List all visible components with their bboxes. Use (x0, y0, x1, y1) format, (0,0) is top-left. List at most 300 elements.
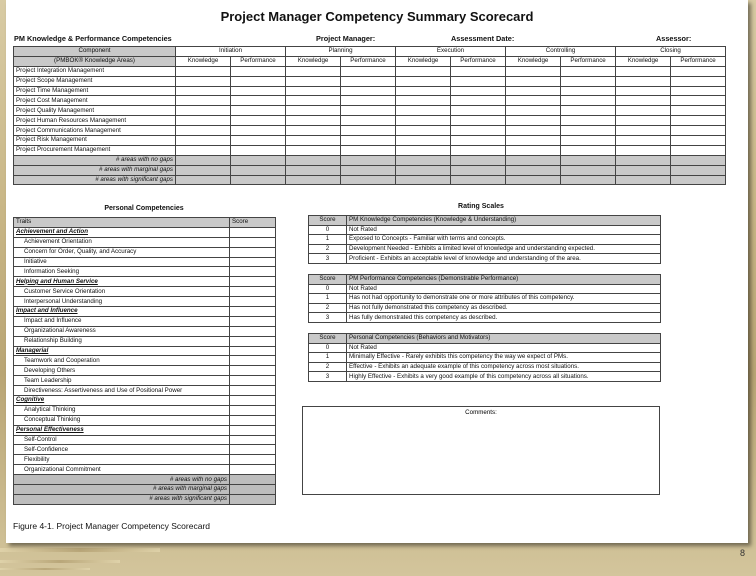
trait-label: Customer Service Orientation (14, 287, 230, 297)
score-cell[interactable] (341, 116, 396, 126)
score-cell[interactable] (616, 76, 671, 86)
trait-label: Developing Others (14, 366, 230, 376)
score-cell[interactable] (671, 136, 726, 146)
score-cell[interactable] (506, 106, 561, 116)
summary-row (14, 485, 276, 495)
score-cell[interactable] (671, 96, 726, 106)
score-cell[interactable] (396, 145, 451, 155)
trait-category: Helping and Human Service (14, 277, 230, 287)
rating-score: 0 (309, 343, 347, 353)
score-cell[interactable] (616, 126, 671, 136)
score-cell[interactable] (396, 116, 451, 126)
pm-competency-table (13, 46, 726, 185)
score-cell[interactable] (176, 126, 231, 136)
table-row (14, 366, 276, 376)
score-cell[interactable] (616, 106, 671, 116)
table-row (14, 247, 276, 257)
score-cell[interactable] (671, 106, 726, 116)
component-header: Component (14, 47, 176, 57)
summary-cell[interactable] (616, 155, 671, 165)
trait-label: Conceptual Thinking (14, 415, 230, 425)
summary-cell[interactable] (616, 165, 671, 175)
summary-cell[interactable] (231, 175, 286, 185)
score-cell[interactable] (396, 136, 451, 146)
trait-score-cell[interactable] (230, 465, 276, 475)
rating-score: 3 (309, 372, 347, 382)
table-row (14, 445, 276, 455)
rating-row (309, 362, 661, 372)
score-cell[interactable] (176, 66, 231, 76)
trait-label: Relationship Building (14, 336, 230, 346)
score-cell[interactable] (616, 145, 671, 155)
rating-score-header: Score (309, 334, 347, 344)
table-row (14, 96, 726, 106)
rating-header-row (309, 275, 661, 285)
score-cell[interactable] (671, 145, 726, 155)
table-row (14, 297, 276, 307)
score-cell[interactable] (286, 126, 341, 136)
score-cell[interactable] (231, 126, 286, 136)
score-cell[interactable] (176, 106, 231, 116)
knowledge-area-label: Project Cost Management (14, 96, 176, 106)
score-cell[interactable] (341, 106, 396, 116)
trait-label: Team Leadership (14, 376, 230, 386)
rating-row (309, 294, 661, 304)
knowledge-area-label: Project Procurement Management (14, 145, 176, 155)
rating-table-title: PM Performance Competencies (Demonstrable Performance) (347, 275, 661, 285)
assessor-label: Assessor: (656, 34, 692, 43)
score-cell[interactable] (396, 96, 451, 106)
phase-header: Execution (396, 47, 506, 57)
score-cell[interactable] (231, 96, 286, 106)
trait-score-cell[interactable] (230, 366, 276, 376)
trait-score-cell[interactable] (230, 326, 276, 336)
trait-score-cell[interactable] (230, 455, 276, 465)
rating-score: 2 (309, 244, 347, 254)
score-cell[interactable] (451, 126, 506, 136)
table-row (14, 386, 276, 396)
score-cell[interactable] (451, 86, 506, 96)
rating-description: Minimally Effective - Rarely exhibits this competency the way we expect of PMs. (347, 353, 661, 363)
table-row (14, 126, 726, 136)
score-cell[interactable] (286, 145, 341, 155)
subcol-header: Knowledge (616, 56, 671, 66)
summary-cell[interactable] (341, 165, 396, 175)
rating-header-row (309, 334, 661, 344)
trait-score-cell (230, 277, 276, 287)
rating-table-title: PM Knowledge Competencies (Knowledge & Understanding) (347, 216, 661, 226)
table-row (14, 145, 726, 155)
trait-score-cell (230, 425, 276, 435)
score-cell[interactable] (396, 106, 451, 116)
summary-cell[interactable] (451, 165, 506, 175)
rating-score: 2 (309, 362, 347, 372)
trait-label: Flexibility (14, 455, 230, 465)
personal-competency-table (13, 217, 276, 505)
trait-score-cell[interactable] (230, 267, 276, 277)
summary-cell[interactable] (396, 165, 451, 175)
table-row (14, 307, 276, 317)
summary-cell[interactable] (176, 155, 231, 165)
rating-description: Has not fully demonstrated this competency as described. (347, 303, 661, 313)
score-cell[interactable] (341, 126, 396, 136)
score-cell[interactable] (561, 126, 616, 136)
summary-cell[interactable] (286, 165, 341, 175)
table-row (14, 116, 726, 126)
summary-label: # areas with significant gaps (14, 494, 230, 504)
score-cell[interactable] (176, 76, 231, 86)
table-row (14, 257, 276, 267)
trait-score-cell[interactable] (230, 356, 276, 366)
subcol-header: Knowledge (286, 56, 341, 66)
rating-description: Development Needed - Exhibits a limited level of knowledge and understanding expected. (347, 244, 661, 254)
trait-category: Personal Effectiveness (14, 425, 230, 435)
rating-score: 3 (309, 254, 347, 264)
score-cell[interactable] (231, 106, 286, 116)
table-row (14, 455, 276, 465)
score-cell[interactable] (176, 86, 231, 96)
table-row (14, 267, 276, 277)
summary-cell[interactable] (396, 175, 451, 185)
score-cell[interactable] (231, 76, 286, 86)
trait-label: Self-Control (14, 435, 230, 445)
rating-description: Highly Effective - Exhibits a very good example of this competency across all situations. (347, 372, 661, 382)
trait-score-cell[interactable] (230, 257, 276, 267)
score-cell[interactable] (561, 86, 616, 96)
rating-description: Proficient - Exhibits an acceptable level of knowledge and understanding of the area. (347, 254, 661, 264)
subcol-header: Performance (341, 56, 396, 66)
table-row (14, 425, 276, 435)
score-cell[interactable] (616, 86, 671, 96)
score-cell[interactable] (616, 136, 671, 146)
table-row (14, 227, 276, 237)
rating-score: 0 (309, 225, 347, 235)
trait-label: Directiveness: Assertiveness and Use of Positional Power (14, 386, 230, 396)
summary-label: # areas with no gaps (14, 475, 230, 485)
trait-score-cell (230, 307, 276, 317)
score-cell[interactable] (341, 66, 396, 76)
rating-score: 1 (309, 294, 347, 304)
score-cell[interactable] (451, 106, 506, 116)
summary-row (14, 494, 276, 504)
trait-score-cell (230, 227, 276, 237)
rating-description: Not Rated (347, 225, 661, 235)
score-cell[interactable] (506, 76, 561, 86)
score-cell[interactable] (451, 116, 506, 126)
trait-score-cell[interactable] (230, 247, 276, 257)
rating-row (309, 225, 661, 235)
traits-header-row (14, 218, 276, 228)
rating-row (309, 343, 661, 353)
score-cell[interactable] (231, 86, 286, 96)
trait-score-cell[interactable] (230, 386, 276, 396)
score-cell[interactable] (286, 96, 341, 106)
summary-cell[interactable] (671, 155, 726, 165)
rating-row (309, 244, 661, 254)
scorecard-page (6, 0, 748, 543)
subcol-header: Knowledge (396, 56, 451, 66)
score-cell[interactable] (451, 66, 506, 76)
rating-row (309, 353, 661, 363)
score-cell[interactable] (506, 145, 561, 155)
trait-category: Achievement and Action (14, 227, 230, 237)
summary-cell[interactable] (561, 165, 616, 175)
assessment-date-label: Assessment Date: (451, 34, 515, 43)
summary-cell[interactable] (341, 175, 396, 185)
score-cell[interactable] (451, 76, 506, 86)
score-cell[interactable] (286, 66, 341, 76)
summary-row (14, 165, 726, 175)
summary-cell[interactable] (671, 165, 726, 175)
rating-description: Effective - Exhibits an adequate example of this competency across most situations. (347, 362, 661, 372)
trait-score-cell[interactable] (230, 445, 276, 455)
summary-cell[interactable] (451, 155, 506, 165)
summary-cell[interactable] (561, 175, 616, 185)
score-cell[interactable] (561, 145, 616, 155)
score-cell[interactable] (506, 66, 561, 76)
summary-label: # areas with no gaps (14, 155, 176, 165)
score-cell[interactable] (341, 145, 396, 155)
trait-label: Analytical Thinking (14, 405, 230, 415)
score-cell[interactable] (286, 86, 341, 96)
summary-cell[interactable] (230, 475, 276, 485)
table-row (14, 336, 276, 346)
score-cell[interactable] (616, 66, 671, 76)
summary-cell[interactable] (506, 175, 561, 185)
table-row (14, 435, 276, 445)
table-row (14, 66, 726, 76)
score-cell[interactable] (561, 136, 616, 146)
score-cell[interactable] (396, 86, 451, 96)
rating-row (309, 284, 661, 294)
rating-score-header: Score (309, 216, 347, 226)
trait-label: Concern for Order, Quality, and Accuracy (14, 247, 230, 257)
score-cell[interactable] (616, 116, 671, 126)
trait-category: Cognitive (14, 396, 230, 406)
table-row (14, 76, 726, 86)
score-cell[interactable] (396, 126, 451, 136)
table-row (14, 346, 276, 356)
trait-category: Managerial (14, 346, 230, 356)
trait-score-cell[interactable] (230, 287, 276, 297)
rating-description: Exposed to Concepts - Familiar with terms and concepts. (347, 235, 661, 245)
score-cell[interactable] (176, 145, 231, 155)
summary-cell[interactable] (230, 485, 276, 495)
score-cell[interactable] (231, 66, 286, 76)
trait-category: Impact and Influence (14, 307, 230, 317)
rating-score: 3 (309, 313, 347, 323)
score-cell[interactable] (506, 116, 561, 126)
trait-score-cell[interactable] (230, 435, 276, 445)
score-cell[interactable] (286, 116, 341, 126)
trait-label: Achievement Orientation (14, 237, 230, 247)
trait-score-cell[interactable] (230, 297, 276, 307)
rating-score: 1 (309, 235, 347, 245)
trait-score-cell[interactable] (230, 415, 276, 425)
table-row (14, 376, 276, 386)
score-cell[interactable] (451, 145, 506, 155)
trait-label: Impact and Influence (14, 316, 230, 326)
trait-label: Interpersonal Understanding (14, 297, 230, 307)
summary-cell[interactable] (506, 155, 561, 165)
score-cell[interactable] (506, 96, 561, 106)
rating-table-title: Personal Competencies (Behaviors and Motivators) (347, 334, 661, 344)
rating-score: 2 (309, 303, 347, 313)
traits-header: Traits (14, 218, 230, 228)
rating-description: Not Rated (347, 284, 661, 294)
trait-score-cell[interactable] (230, 405, 276, 415)
score-cell[interactable] (341, 86, 396, 96)
score-cell[interactable] (671, 66, 726, 76)
summary-cell[interactable] (396, 155, 451, 165)
score-cell[interactable] (286, 76, 341, 86)
score-cell[interactable] (451, 96, 506, 106)
knowledge-area-label: Project Human Resources Management (14, 116, 176, 126)
rating-score: 0 (309, 284, 347, 294)
score-cell[interactable] (231, 145, 286, 155)
trait-score-cell[interactable] (230, 376, 276, 386)
section-label: PM Knowledge & Performance Competencies (14, 34, 172, 43)
knowledge-area-label: Project Quality Management (14, 106, 176, 116)
score-cell[interactable] (286, 136, 341, 146)
score-cell[interactable] (506, 86, 561, 96)
figure-caption: Figure 4-1. Project Manager Competency Scorecard (13, 521, 211, 531)
table-row (14, 405, 276, 415)
score-cell[interactable] (506, 136, 561, 146)
score-cell[interactable] (671, 76, 726, 86)
summary-cell[interactable] (286, 175, 341, 185)
trait-label: Organizational Awareness (14, 326, 230, 336)
score-cell[interactable] (396, 66, 451, 76)
score-cell[interactable] (286, 106, 341, 116)
trait-score-cell (230, 396, 276, 406)
rating-description: Not Rated (347, 343, 661, 353)
rating-header-row (309, 216, 661, 226)
summary-cell[interactable] (671, 175, 726, 185)
summary-cell[interactable] (506, 165, 561, 175)
score-header: Score (230, 218, 276, 228)
score-cell[interactable] (176, 116, 231, 126)
score-cell[interactable] (231, 116, 286, 126)
rating-row (309, 235, 661, 245)
score-cell[interactable] (561, 66, 616, 76)
table-row (14, 356, 276, 366)
score-cell[interactable] (176, 136, 231, 146)
rating-score-header: Score (309, 275, 347, 285)
personal-competency-body (14, 218, 276, 505)
subcol-header: Performance (231, 56, 286, 66)
component-subheader: (PMBOK® Knowledge Areas) (14, 56, 176, 66)
knowledge-area-label: Project Risk Management (14, 136, 176, 146)
table-row (14, 136, 726, 146)
table-row (14, 316, 276, 326)
phase-header: Planning (286, 47, 396, 57)
trait-score-cell[interactable] (230, 237, 276, 247)
rating-row (309, 372, 661, 382)
score-cell[interactable] (231, 136, 286, 146)
summary-cell[interactable] (341, 155, 396, 165)
table-row (14, 326, 276, 336)
score-cell[interactable] (561, 116, 616, 126)
phase-header: Controlling (506, 47, 616, 57)
score-cell[interactable] (176, 96, 231, 106)
table-row (14, 415, 276, 425)
knowledge-area-label: Project Communications Management (14, 126, 176, 136)
summary-cell[interactable] (451, 175, 506, 185)
pm-competency-body (14, 47, 726, 185)
knowledge-area-label: Project Scope Management (14, 76, 176, 86)
score-cell[interactable] (561, 76, 616, 86)
score-cell[interactable] (671, 116, 726, 126)
summary-label: # areas with marginal gaps (14, 165, 176, 175)
rating-scale-table (308, 215, 661, 264)
summary-cell[interactable] (561, 155, 616, 165)
summary-row (14, 155, 726, 165)
project-manager-label: Project Manager: (316, 34, 376, 43)
score-cell[interactable] (341, 76, 396, 86)
rating-score: 1 (309, 353, 347, 363)
summary-cell[interactable] (176, 175, 231, 185)
summary-cell[interactable] (286, 155, 341, 165)
trait-label: Information Seeking (14, 267, 230, 277)
summary-label: # areas with marginal gaps (14, 485, 230, 495)
knowledge-area-label: Project Time Management (14, 86, 176, 96)
knowledge-area-label: Project Integration Management (14, 66, 176, 76)
trait-label: Organizational Commitment (14, 465, 230, 475)
score-cell[interactable] (506, 126, 561, 136)
table-row (14, 86, 726, 96)
score-cell[interactable] (671, 86, 726, 96)
subcol-header: Performance (561, 56, 616, 66)
summary-row (14, 475, 276, 485)
score-cell[interactable] (616, 96, 671, 106)
rating-scale-table (308, 274, 661, 323)
comments-box[interactable] (302, 406, 660, 495)
summary-cell[interactable] (231, 165, 286, 175)
score-cell[interactable] (451, 136, 506, 146)
table-row (14, 277, 276, 287)
score-cell[interactable] (341, 136, 396, 146)
personal-heading: Personal Competencies (104, 205, 184, 212)
trait-score-cell[interactable] (230, 336, 276, 346)
summary-cell[interactable] (616, 175, 671, 185)
score-cell[interactable] (396, 76, 451, 86)
summary-cell[interactable] (230, 494, 276, 504)
subcol-header: Knowledge (176, 56, 231, 66)
page-title: Project Manager Competency Summary Scorecard (220, 9, 534, 24)
trait-label: Teamwork and Cooperation (14, 356, 230, 366)
score-cell[interactable] (561, 106, 616, 116)
score-cell[interactable] (561, 96, 616, 106)
rating-description: Has fully demonstrated this competency as described. (347, 313, 661, 323)
summary-cell[interactable] (231, 155, 286, 165)
trait-score-cell (230, 346, 276, 356)
subcol-header: Performance (451, 56, 506, 66)
phase-header: Initiation (176, 47, 286, 57)
summary-row (14, 175, 726, 185)
score-cell[interactable] (341, 96, 396, 106)
trait-label: Self-Confidence (14, 445, 230, 455)
summary-cell[interactable] (176, 165, 231, 175)
summary-label: # areas with significant gaps (14, 175, 176, 185)
table-row (14, 396, 276, 406)
subcol-header: Knowledge (506, 56, 561, 66)
table-row (14, 106, 726, 116)
trait-label: Initiative (14, 257, 230, 267)
rating-scale-table (308, 333, 661, 382)
trait-score-cell[interactable] (230, 316, 276, 326)
score-cell[interactable] (671, 126, 726, 136)
